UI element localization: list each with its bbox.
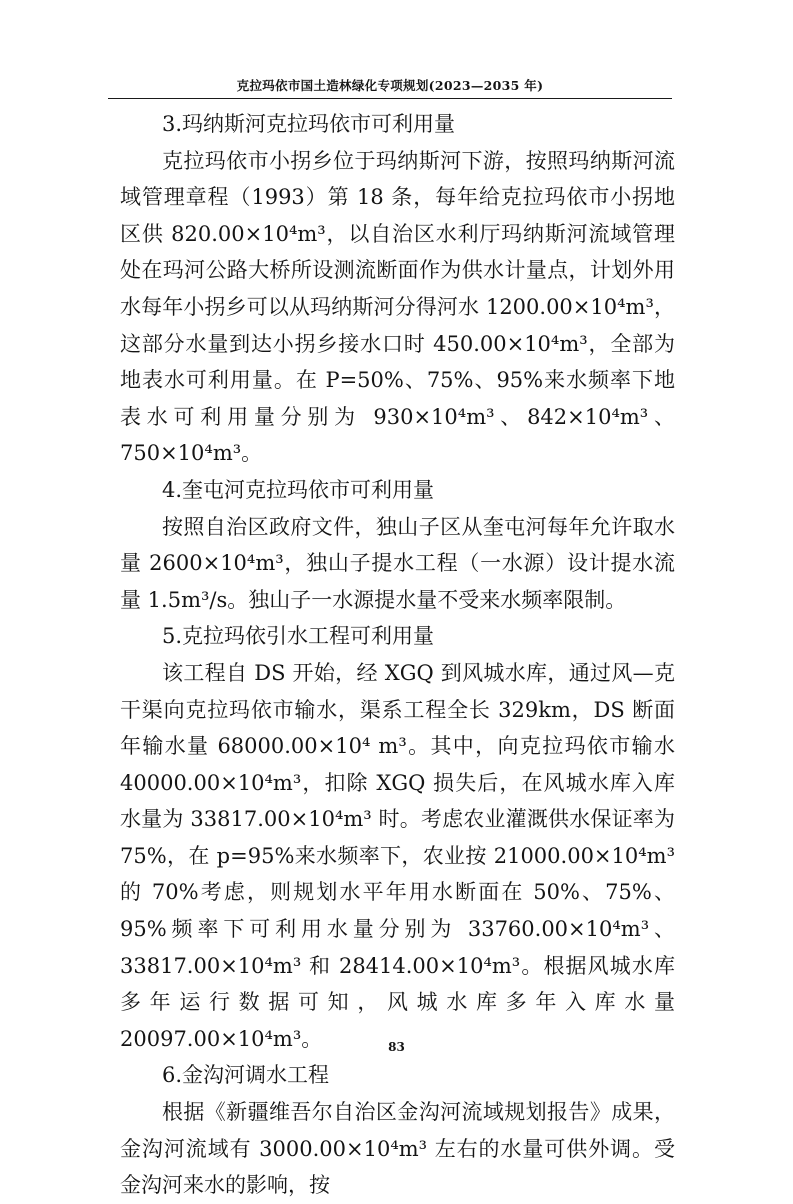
page-number: 83	[388, 1040, 405, 1054]
paragraph-diversion-project: 该工程自 DS 开始，经 XGQ 到风城水库，通过风—克干渠向克拉玛依市输水，渠系工程全长 329km，DS 断面年输水量 68000.00×10⁴ m³。其中，向克拉玛依市输水 40000.00×10⁴m³，扣除 XGQ 损失后，在风城水库入库水量为 33817.00×10⁴m³ 时。考虑农业灌溉供水保证率为 75%，在 p=95%来水频率下，农业按 21000.00×10⁴m³ 的 70%考虑，则规划水平年用水断面在 50%、75%、95%频率下可利用水量分别为 33760.00×10⁴m³、33817.00×10⁴m³ 和 28414.00×10⁴m³。根据风城水库多年运行数据可知，风城水库多年入库水量 20097.00×10⁴m³。	[120, 660, 675, 1051]
paragraph-kuitun-river: 按照自治区政府文件，独山子区从奎屯河每年允许取水量 2600×10⁴m³，独山子提水工程（一水源）设计提水流量 1.5m³/s。独山子一水源提水量不受来水频率限制。	[120, 514, 675, 612]
section-heading-6: 6.金沟河调水工程	[162, 1063, 330, 1088]
section-heading-5: 5.克拉玛依引水工程可利用量	[162, 624, 435, 649]
paragraph-manas-river: 克拉玛依市小拐乡位于玛纳斯河下游，按照玛纳斯河流域管理章程（1993）第 18 条，每年给克拉玛依市小拐地区供 820.00×10⁴m³，以自治区水利厅玛纳斯河流域管理处在玛河公路大桥所设测流断面作为供水计量点，计划外用水每年小拐乡可以从玛纳斯河分得河水 1200.00×10⁴m³，这部分水量到达小拐乡接水口时 450.00×10⁴m³，全部为地表水可利用量。在 P=50%、75%、95%来水频率下地表水可利用量分别为 930×10⁴m³、842×10⁴m³、750×10⁴m³。	[120, 148, 675, 466]
header-rule	[108, 98, 672, 99]
section-heading-3: 3.玛纳斯河克拉玛依市可利用量	[162, 112, 456, 136]
paragraph-jingou-river: 根据《新疆维吾尔自治区金沟河流域规划报告》成果，金沟河流域有 3000.00×10⁴m³ 左右的水量可供外调。受金沟河来水的影响，按	[120, 1100, 675, 1198]
running-header: 克拉玛依市国土造林绿化专项规划(2023—2035 年)	[236, 78, 544, 93]
section-heading-4: 4.奎屯河克拉玛依市可利用量	[162, 477, 435, 502]
